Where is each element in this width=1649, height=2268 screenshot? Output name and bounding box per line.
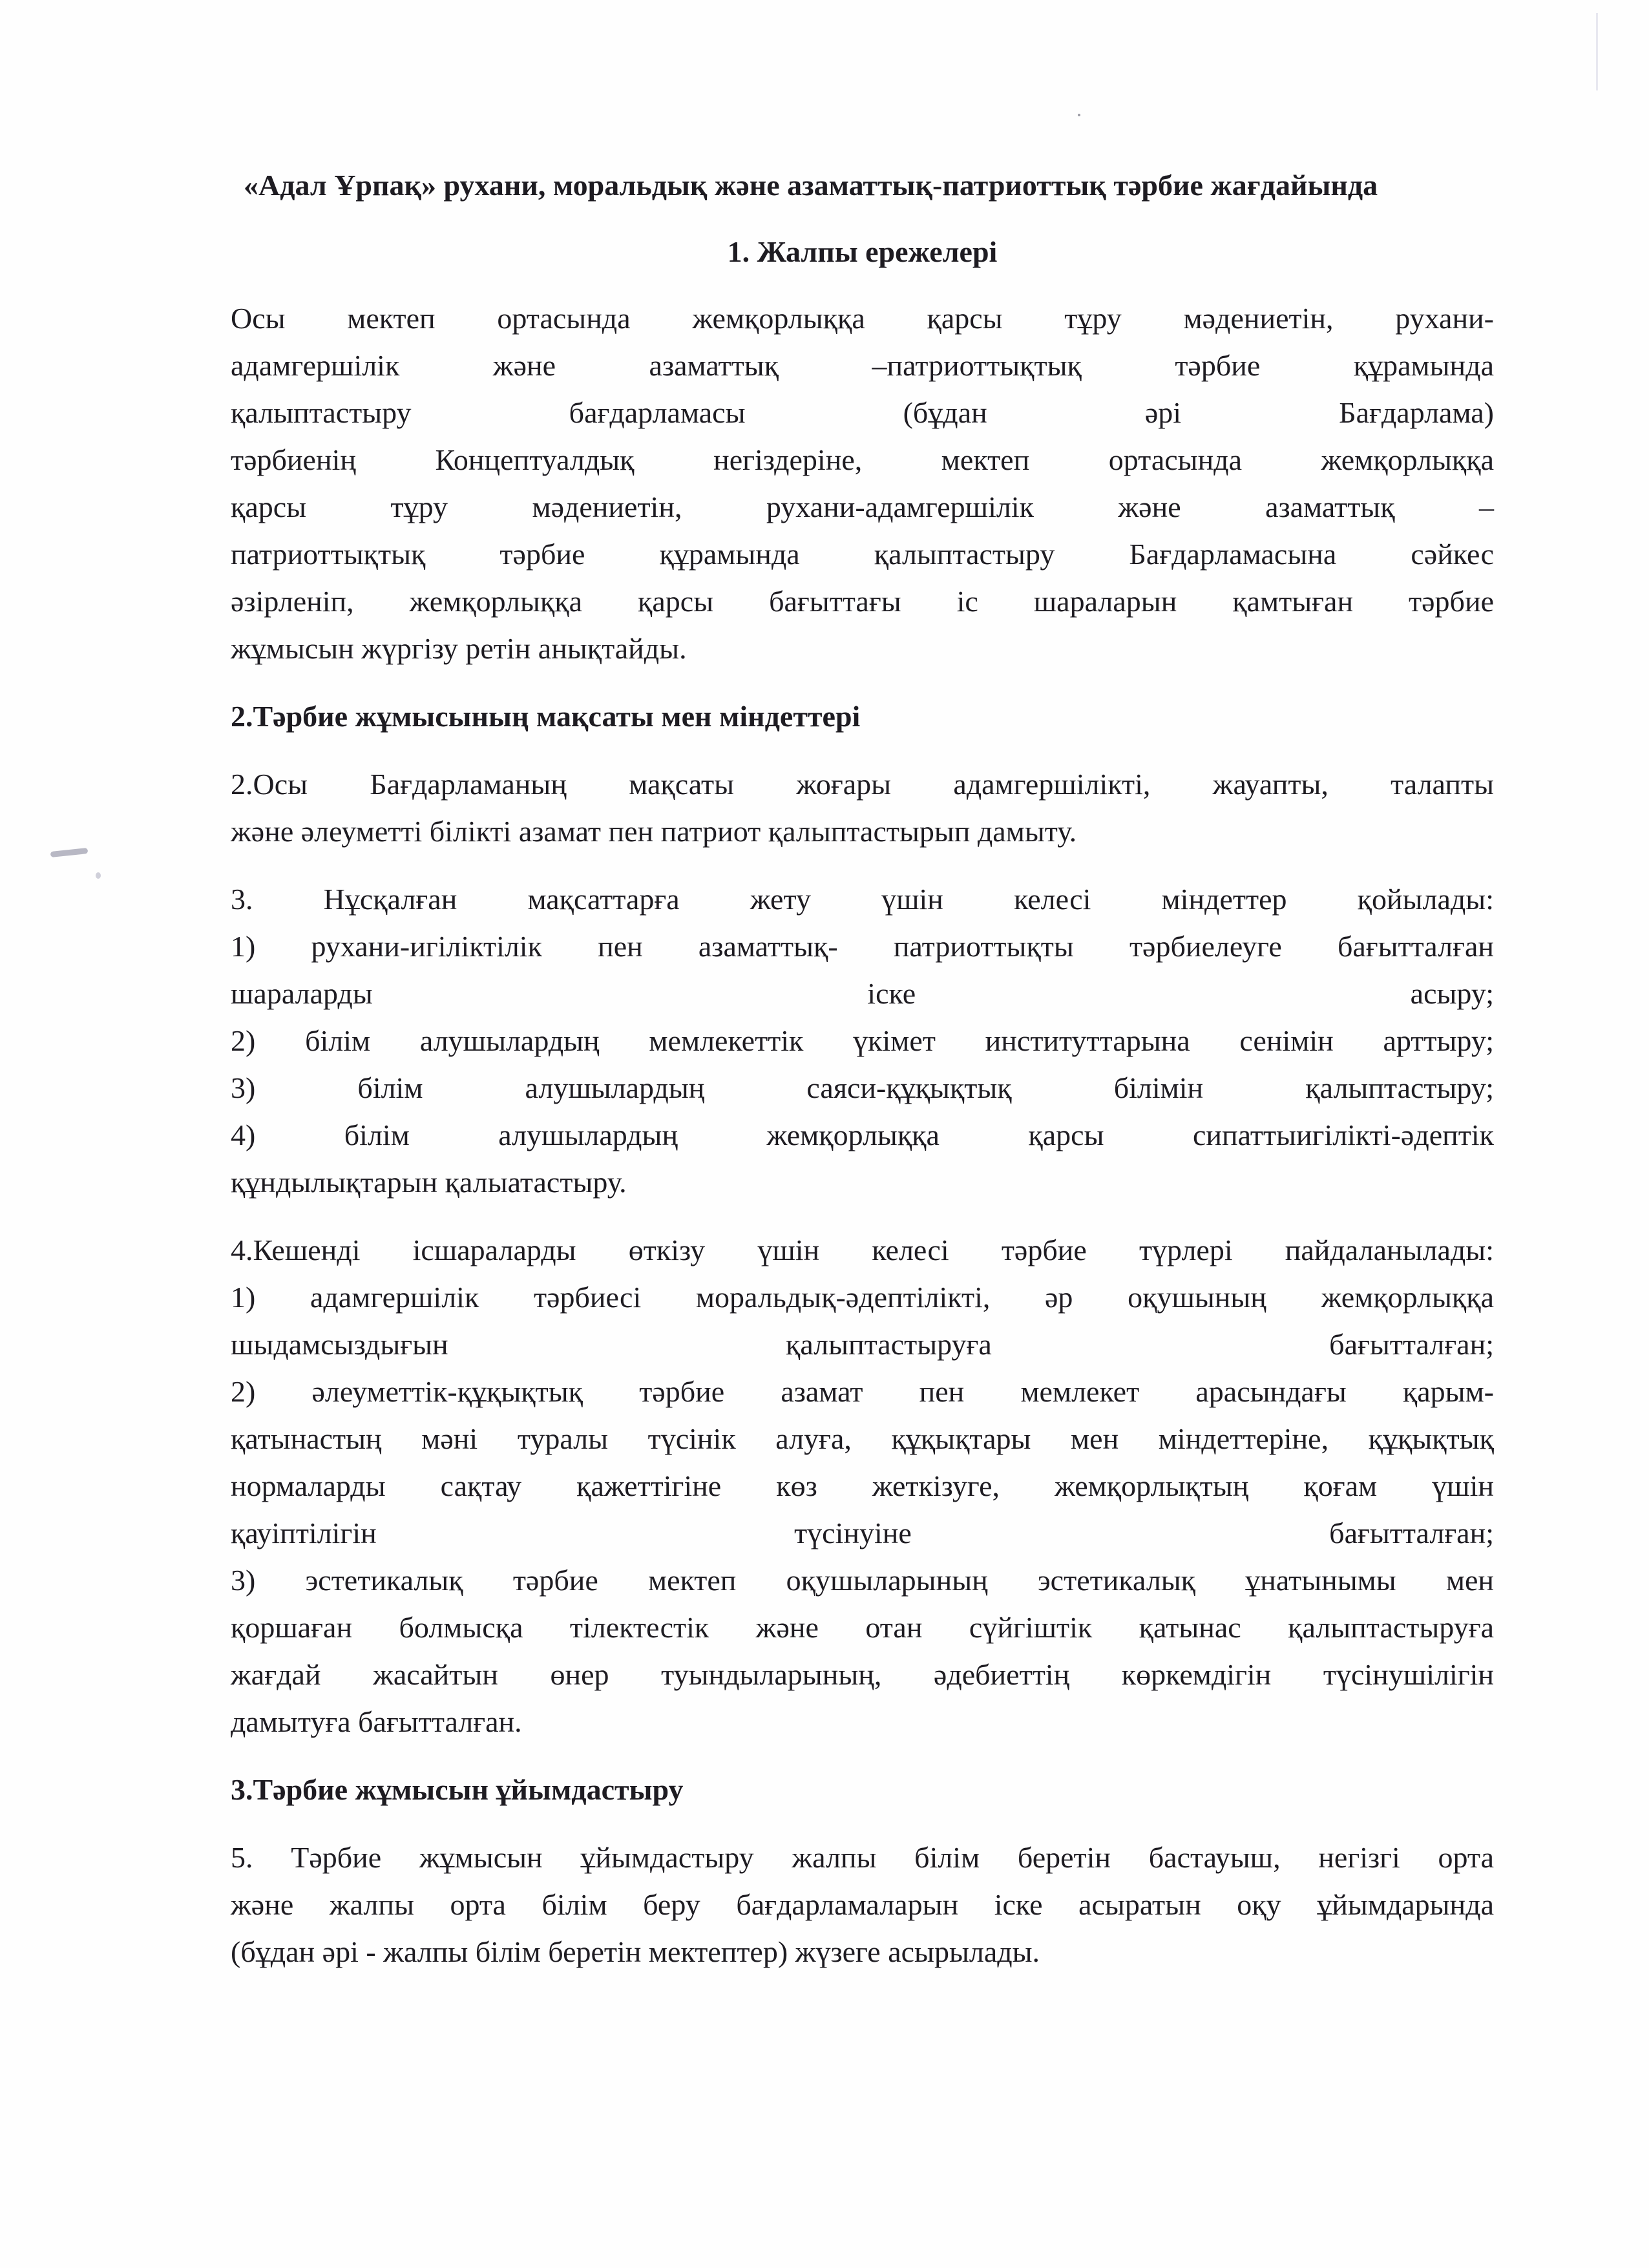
text-line: (бұдан әрі - жалпы білім беретін мектептер) жүзеге асырылады. [231,1935,1040,1968]
list-item: 3) білім алушылардың саяси-құқықтық білімін қалыптастыру; [231,1071,1494,1104]
text-line: Осы мектеп ортасында жемқорлыққа қарсы тұру мәдениетін, рухани- [231,302,1494,335]
margin-pen-dot [96,872,101,879]
section-goals-and-tasks [231,693,1494,1745]
text-line: нормаларды сақтау қажеттігіне көз жеткізуге, жемқорлықтың қоғам үшін [231,1469,1494,1502]
text-line: 2.Осы Бағдарламаның мақсаты жоғары адамгершілікті, жауапты, талапты [231,768,1494,801]
scan-edge-artifact [1596,13,1598,90]
text-line: әзірленіп, жемқорлыққа қарсы бағыттағы іс шараларын қамтыған тәрбие [231,585,1494,618]
paragraph-education-types [231,1226,1494,1745]
paragraph [231,1834,1494,1975]
text-line: жағдай жасайтын өнер туындыларының, әдебиеттің көркемдігін түсінушілігін [231,1658,1494,1691]
list-item: 2) әлеуметтік-құқықтық тәрбие азамат пен мемлекет арасындағы қарым- [231,1375,1494,1408]
text-line: 4.Кешенді ісшараларды өткізу үшін келесі тәрбие түрлері пайдаланылады: [231,1234,1494,1266]
paragraph [231,295,1494,672]
paragraph-tasks [231,876,1494,1206]
text-line: 3. Нұсқалған мақсаттарға жету үшін келесі міндеттер қойылады: [231,883,1494,916]
section-heading: 1. Жалпы ережелері [727,235,998,268]
text-line: 5. Тәрбие жұмысын ұйымдастыру жалпы білім беретін бастауыш, негізгі орта [231,1841,1494,1874]
paragraph-goal [231,761,1494,855]
text-line: шараларды іске асыру; [231,977,1494,1010]
text-line: құндылықтарын қалыатастыру. [231,1166,627,1199]
scan-dot-artifact [1078,114,1080,116]
text-line: тәрбиенің Концептуалдық негіздеріне, мектеп ортасында жемқорлыққа [231,443,1494,476]
paragraph-spacer [231,1206,1494,1226]
text-line: қарсы тұру мәдениетін, рухани-адамгершілік және азаматтық – [231,490,1494,523]
text-line: қатынастың мәні туралы түсінік алуға, құқықтары мен міндеттеріне, құқықтық [231,1422,1494,1455]
list-item: 4) білім алушылардың жемқорлыққа қарсы сипаттыигілікті-әдептік [231,1118,1494,1151]
list-item: 2) білім алушылардың мемлекеттік үкімет институттарына сенімін арттыру; [231,1024,1494,1057]
list-item: 3) эстетикалық тәрбие мектеп оқушыларының эстетикалық ұнатынымы мен [231,1564,1494,1597]
text-line: және жалпы орта білім беру бағдарламаларын іске асыратын оқу ұйымдарында [231,1888,1494,1921]
paragraph-spacer [231,855,1494,876]
text-line: қалыптастыру бағдарламасы (бұдан әрі Бағдарлама) [231,396,1494,429]
text-line: дамытуға бағытталған. [231,1705,522,1738]
text-line: адамгершілік және азаматтық –патриоттықтық тәрбие құрамында [231,349,1494,382]
section-general-provisions [231,228,1494,672]
text-line: шыдамсыздығын қалыптастыруға бағытталған; [231,1328,1494,1361]
document-title: «Адал Ұрпақ» рухани, моральдық және азаматтық-патриоттық тәрбие жағдайында [244,169,1378,202]
section-heading: 2.Тәрбие жұмысының мақсаты мен міндеттері [231,700,861,733]
list-item: 1) адамгершілік тәрбиесі моральдық-әдептілікті, әр оқушының жемқорлыққа [231,1281,1494,1314]
section-heading: 3.Тәрбие жұмысын ұйымдастыру [231,1773,684,1806]
text-line: және әлеуметті білікті азамат пен патриот қалыптастырып дамыту. [231,815,1077,848]
list-item: 1) рухани-игіліктілік пен азаматтық- патриоттықты тәрбиелеуге бағытталған [231,930,1494,963]
text-line: жұмысын жүргізу ретін анықтайды. [231,632,687,665]
text-line: патриоттықтық тәрбие құрамында қалыптастыру Бағдарламасына сәйкес [231,538,1494,571]
text-line: қауіптілігін түсінуіне бағытталған; [231,1517,1494,1549]
section-organization [231,1766,1494,1975]
margin-pen-mark [50,848,89,857]
document-body [231,162,1494,1975]
text-line: қоршаған болмысқа тілектестік және отан сүйгіштік қатынас қалыптастыруға [231,1611,1494,1644]
